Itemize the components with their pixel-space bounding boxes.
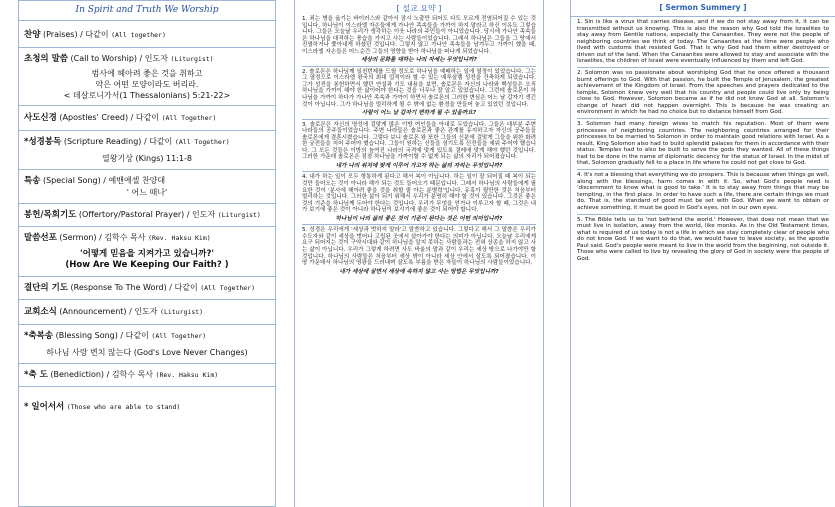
call-to-worship-row — [19, 48, 275, 106]
row-rest: (Sermon) / 김학수 목사 — [56, 233, 149, 242]
row-sub: (Liturgist) — [170, 55, 214, 63]
sermon-title-english: (How Are We Keeping Our Faith? ) — [65, 260, 229, 270]
sermon-title-korean: '어떻게 믿음을 지켜가고 있습니까?' — [80, 249, 214, 259]
summary-paragraph: 3. 솔로몬은 자신의 명성에 걸맞게 많은 이방 여인들을 아내로 두었습니다. 그들은 대부분 주변 나라들의 공주들이었습니다. 주변 나라들은 솔로몬과 좋은 관계를 유지하고자 자신의 공주들을 솔로몬에게 결혼시켰습니다. 그렇다 보니 솔로몬 왕 또한 그들의 신분에 걸맞게 그들을 위한 화려한 궁전들을 지어 주어야 했습니다. 그들이 원하는 신들을 섬기도록 신전들을 세워 주어야 했습니다. 그 모든 것들은 이방의 높여진 나라의 국격에 맞게 있도록 결레에 맞게 해야 했던 것입니다. 그러한 가운데 솔로몬은 점점 하나님을 가까이할 수 없게 되는 삶의 자리가 되어졌습니다. — [302, 121, 536, 161]
scripture-reading-row — [19, 131, 275, 170]
row-sub: (Those who are able to stand) — [66, 403, 181, 411]
english-summary-panel — [570, 0, 835, 507]
row-sub: (All together) — [111, 31, 166, 39]
row-rest: (Benediction) / 김학수 목사 — [47, 370, 156, 379]
divider — [571, 16, 835, 17]
reflection-question: 세상의 문화를 대하는 나의 자세는 무엇입니까? — [361, 57, 477, 64]
row-key: *성경봉독 — [24, 137, 62, 147]
blessing-song-row — [19, 325, 275, 364]
row-rest: (Scripture Reading) / 다같이 — [61, 137, 175, 146]
row-key: 특송 — [24, 176, 41, 186]
reflection-question: 내가 나의 위치에 맞게 이루어 가고자 하는 삶의 자리는 무엇입니까? — [335, 162, 503, 169]
row-rest: (Response To The Word) / 다같이 — [68, 283, 201, 292]
divider — [302, 171, 536, 172]
special-song-row — [19, 170, 275, 204]
korean-summary-body — [295, 16, 543, 275]
row-key: 교회소식 — [24, 307, 57, 317]
praise-row — [19, 23, 275, 48]
row-rest: (Call to Worship) / 인도자 — [68, 54, 171, 63]
row-rest: (Apostles' Creed) / 다같이 — [56, 113, 162, 122]
row-key: 말씀선포 — [24, 233, 57, 243]
row-key: *축복송 — [24, 331, 54, 341]
divider — [577, 118, 829, 119]
scripture-reference: 열왕기상 (Kings) 11:1-8 — [102, 154, 192, 163]
blessing-song-title: 하나님 사랑 변치 않는다 (God's Love Never Changes) — [46, 348, 248, 357]
row-sub: (All Together) — [161, 114, 217, 122]
summary-paragraph: 1. Sin is like a virus that carries disease, and if we do not stay away from it, it can be transmitted without us knowing. This is also the reason why God told the Israelites to stay away from Gentile nations, especially the Canaanites. They were not the people of neighboring countries we think of today. The Canaanites at the time were people who lived with customs that resisted God. That is why God had them either destroyed or driven out of the land. When the Canaanites were allowed to stay and associate with the Israelites, the children of Israel were eventually influenced by them and left God. — [577, 19, 829, 64]
row-sub: (All Together) — [174, 138, 230, 146]
summary-paragraph: 4. 내가 하는 일이 모두 형통하게 된다고 해서 복이 아닙니다. 하는 일이 잘 되어질 때 복이 되는 것만 들어오는 것이 아니라 해가 되는 것도 들어오기 때문입니다. 그래서 하나님의 사람들에게 필요한 것이 '분사에 헤아려 좋을 것을 취할 줄 아는 분별력'입니다. 유혹이 될만한 것은 처음부터 멀리하는 것입니다. 그러한 삶이 되기 위해서 우리가 분명히 해야 할 것이 있습니다. 그것은 좋은 것의 기준을 하나님께 두어야 한다는 것입니다. 우리가 무엇을 얻거나 이루고자 할 때, 그것은 내가 보기에 좋은 것이 아니라 하나님이 보시기에 좋은 것이 되어야 합니다. — [302, 174, 536, 214]
summary-paragraph: 1. 죄는 병을 옮기는 바이러스와 같아서 잠시 노출만 되어도 다도 모르게 전염되어질 수 있는 것입니다. 하나님이 이스라엘 자손들에게 가나안 족속들을 가까이 하지 말라고 하신 이유도 그렇습니다. 그들은 오늘날 우리가 생각하는 이웃 나라의 주민들이 아니었습니다. 당시에 가나안 족속들은 하나님을 대적하는 풍습을 가지고 사는 사람들이었습니다. 그래서 하나님은 그들을 그 땅에서 진멸하거나 쫓아내게 하셨던 것입니다. 그렇지 않고 가나안 족속들을 남겨두고 가까이 했을 때, 이스라엘 자손들은 어느순간 그들의 영향을 받아 하나님을 떠나게 되었습니다. — [302, 16, 536, 55]
offertory-row — [19, 204, 275, 227]
english-summary-body — [571, 19, 835, 262]
summary-paragraph: 5. The Bible tells us to 'not befriend the world.' However, that does not mean that we must live in isolation, away from the world, like monks. As in the Old Testament times, what is required of us today is not a life in which we stay completely clear of people who do not know God. If we want to do that, we would have to leave society, as the apostle Paul said. God's people were meant to live in the world from the beginning, not outside it. Those who were called to live by revealing the glory of God in society were the people of God. — [577, 216, 830, 262]
apostles-creed-row — [19, 106, 275, 131]
row-rest: (Praises) / 다같이 — [40, 30, 112, 39]
row-sub: (All Together) — [151, 332, 207, 340]
sermon-row — [19, 227, 275, 277]
row-rest: (Offertory/Pastoral Prayer) / 인도자 — [76, 210, 218, 219]
row-rest: (Blessing Song) / 다같이 — [53, 331, 152, 340]
row-rest: (Special Song) / 예밴에셀 찬양대 — [40, 176, 166, 185]
order-of-worship-panel — [18, 0, 276, 507]
special-song-title: ' 어느 때나' — [126, 188, 168, 197]
row-key: 사도신경 — [24, 113, 57, 123]
row-sub: (Rev. Haksu Kim) — [155, 371, 219, 379]
worship-title: In Spirit and Truth We Worship — [19, 1, 275, 21]
stand-note-row — [19, 387, 275, 427]
row-sub: (Liturgist) — [160, 308, 204, 316]
row-key: 봉헌/목회기도 — [24, 210, 77, 220]
row-key: 결단의 기도 — [24, 283, 69, 293]
reflection-question: 하나님이 나의 삶의 좋은 것이 기준이 된다는 것은 어떤 의미입니까? — [335, 215, 503, 222]
divider — [302, 224, 536, 225]
summary-paragraph: 3. Solomon had many foreign wives to match his reputation. Most of them were princesses of neighboring countries. The neighboring countries arranged for their princesses to be married to Solomon in order to maintain good relations with Israel. As a result, King Solomon also had to build splendid palaces for them in accordance with their status. Temples had to also be built to serve the gods they wanted. All of these things had to be done in the name of diplomatic decency for the status of Israel. In the midst of that, Solomon gradually fell to a place in life where he could not get close to God. — [577, 121, 829, 166]
row-key: 찬양 — [24, 30, 41, 40]
divider — [577, 67, 829, 68]
call-verse-2: 악은 어떤 모양이라도 버리라. — [95, 80, 199, 89]
summary-paragraph: 2. 솔로몬은 하나님께 일천번제를 드릴 정도로 하나님을 예배하는 일에 열정이 있었습니다. 그는 그 열정으로 이스라엘 왕국의 최대 업적이라 할 수 있는 예루살렘 성전을 건축하게 되었습니다. 그가 성전을 봉헌하면서 했던 연설과 기도 내용을 보면, 솔로몬은 자신의 나라와 백성들은 오직 하나님을 가까이 해야 한 삶이어야 한다는 것을 너무나 잘 알고 있었습니다. 그런데 솔로몬이 하나님을 가까이 하다가 가나안 족속과 가까이 하면서 솔로몬의 그러한 변심은 어느 날 갑자기 생긴 것이 아닙니다. 그가 하나님을 멀리하게 될 수 밖에 없는 환경을 만들어 놓고 있었던 것입니다. — [302, 68, 536, 108]
divider — [577, 169, 829, 170]
row-key: * 일어서서 — [24, 402, 65, 412]
call-reference: < 데살로니가서(1 Thessalonians) 5:21-22> — [63, 91, 231, 100]
english-summary-title: [ Sermon Summery ] — [659, 3, 747, 12]
summary-paragraph: 5. 성경은 우리에게 '세상과 벗하지 말라'고 말씀하고 있습니다. 그렇다고 해서 그 말씀은 우리가 수도자와 같이 세상을 벗어나 고립된 곳에서 살아가야 한다는 의미가 아닙니다. 오늘날 우리에게 요구 되어지는 것이 구약시대와 같이 하나님을 알지 못하는 사람들과는 전혀 상종을 하지 않고 사는 삶이 아닙니다. 우리가 그렇게 하려면 사도 바울의 말과 같이 우리는 세상 밖으로 나가야만 할 것입니다. 하나님의 사람들은 처음부터 세상 밖이 아니라 세상 안에서 살도록 되어졌습니다. 이 땅 가운데서 하나님의 영광을 드러내며 살도록 부름을 받은 자들이 하나님의 사람들이었습니다. — [302, 227, 536, 267]
divider — [302, 119, 536, 120]
announcement-row — [19, 300, 275, 325]
korean-summary-title: [ 설교 요약 ] — [396, 4, 442, 13]
reflection-question: 내가 세상에 살면서 세상에 속하지 않고 사는 방법은 무엇입니까? — [339, 268, 499, 275]
row-sub: (Rev. Haksu Kim) — [148, 234, 211, 242]
call-verse-1: 범사에 헤아려 좋은 것을 취하고 — [91, 69, 203, 78]
korean-summary-panel — [294, 0, 544, 507]
benediction-row — [19, 364, 275, 387]
response-row — [19, 277, 275, 300]
summary-paragraph: 4. It's not a blessing that everything we do prospers. This is because when things go well, along with the blessings, harm comes in with it. So, what God's people need is 'discernment to know what is good to take.' It is to stay away from things that may be tempting, in the first place. In order to have such a life, there are certain things we must do. That is, the standard of good must be set with God. When we want to obtain or achieve something, it must be good in God's eyes, not in our own eyes. — [577, 172, 829, 211]
row-sub: (Liturgist) — [217, 211, 261, 219]
divider — [577, 214, 829, 215]
summary-paragraph: 2. Solomon was so passionate about worshiping God that he once offered a thousand burnt offerings to God. With that passion, he built the Temple of Jerusalem, the greatest achievement of the Kingdom of Israel. From the speeches and prayers dedicated to the temple, Solomon knew very well that his country and people could live only by being close to God. However, Solomon became as if he did not know God at all. Solomon's change of heart did not happen overnight. This is because he was creating an environment in which he had no choice but to distance himself from God. — [577, 70, 829, 115]
row-key: *축 도 — [24, 370, 48, 380]
row-sub: (All Together) — [200, 284, 256, 292]
row-rest: (Announcement) / 인도자 — [56, 307, 161, 316]
reflection-question: 사람이 어느 날 갑자기 변하게 될 수 있을까요? — [361, 110, 477, 117]
row-key: 초청의 말씀 — [24, 54, 69, 64]
divider — [302, 66, 536, 67]
